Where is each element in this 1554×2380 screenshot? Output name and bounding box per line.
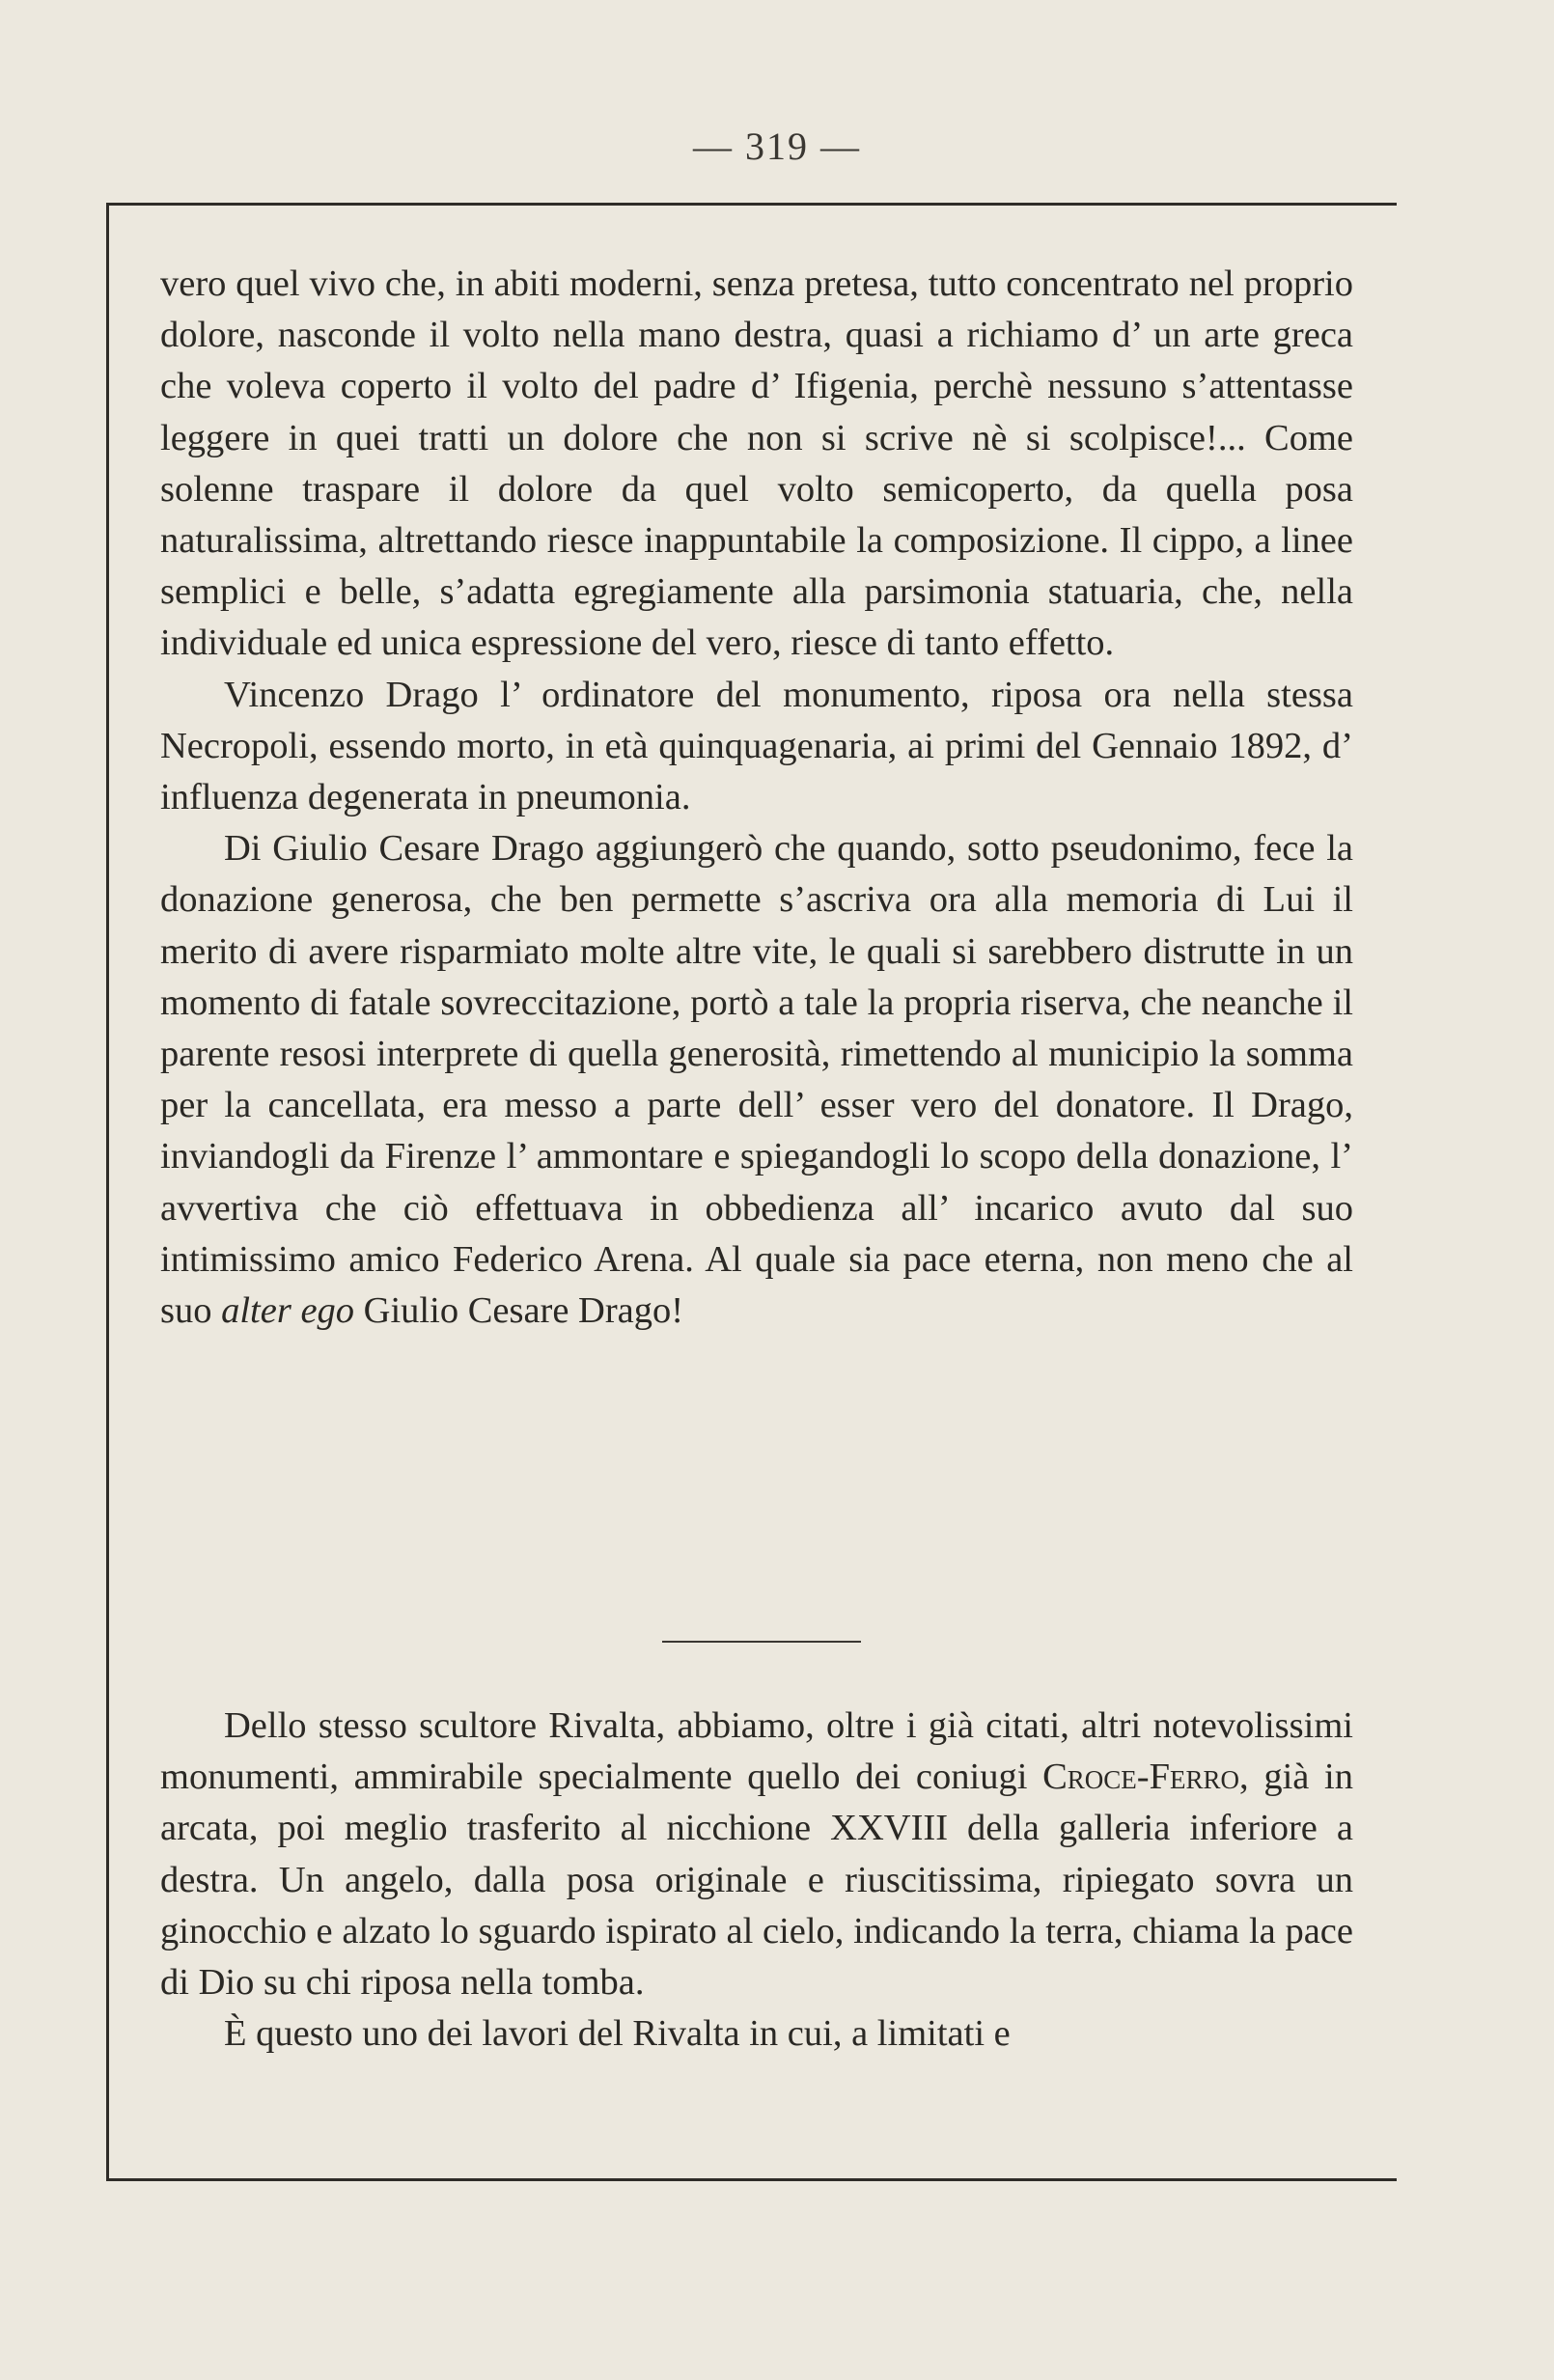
paragraph-4-end: , già in arcata, poi meglio trasferito al nicchione XXVIII della galleria inferiore a destra. Un angelo, dalla posa originale e riuscitissima, ripiegato sovra un ginocchio e alzato lo sguardo ispirato al cielo, indicando la terra, chiama la pace di Dio su chi riposa nella tomba. (160, 1757, 1354, 2004)
alter-ego-italic: alter ego (221, 1290, 355, 1332)
paragraph-3-text: Di Giulio Cesare Drago aggiungerò che quando, sotto pseudonimo, fece la donazione generosa, che ben permette s’ascriva ora alla memoria di Lui il merito di avere risparmiato molte altre vite, le quali si sarebbero distrutte in un momento di fatale sovreccitazione, portò a tale la propria riserva, che neanche il parente resosi interprete di quella generosità, rimettendo al municipio la somma per la cancellata, era messo a parte dell’ esser vero del donatore. Il Drago, inviandogli da Firenze l’ ammontare e spiegandogli lo scopo della donazione, l’ avvertiva che ciò effettuava in obbedienza all’ incarico avuto dal suo intimissimo amico Federico Arena. Al quale sia pace eterna, non meno che al suo (160, 828, 1353, 1332)
top-rule (108, 203, 1397, 206)
croce-ferro-name: Croce-Ferro (1042, 1757, 1240, 1798)
paragraph-1: vero quel vivo che, in abiti moderni, senza pretesa, tutto concentrato nel proprio dolore, nasconde il volto nella mano destra, quasi a richiamo d’ un arte greca che voleva coperto il volto del padre d’ Ifigenia, perchè nessuno s’attentasse leggere in quei tratti un dolore che non si scrive nè si scolpisce!... Come solenne traspare il dolore da quel volto semicoperto, da quella posa naturalissima, altrettando riesce inappuntabile la composizione. Il cippo, a linee semplici e belle, s’adatta egregiamente alla parsimonia statuaria, che, nella individuale ed unica espressione del vero, riesce di tanto effetto. (160, 263, 1353, 664)
page-number: — 319 — (693, 125, 861, 168)
left-frame-rule (106, 203, 109, 2181)
paragraph-5: È questo uno dei lavori del Rivalta in cui, a limitati e (224, 2013, 1011, 2055)
text-section-1 (160, 259, 1353, 1337)
text-section-2 (160, 1701, 1353, 2060)
paragraph-4 (160, 1701, 1353, 2008)
paragraph-3 (160, 823, 1353, 1337)
paragraph-2: Vincenzo Drago l’ ordinatore del monumento, riposa ora nella stessa Necropoli, essendo morto, in età quinquagenaria, ai primi del Gennaio 1892, d’ influenza degenerata in pneumonia. (160, 674, 1353, 818)
paragraph-4-text: Dello stesso scultore Rivalta, abbiamo, oltre i già citati, altri notevolissimi monumenti, ammirabile specialmente quello dei coniugi (160, 1705, 1353, 1798)
section-separator (662, 1641, 861, 1643)
paragraph-3-end: Giulio Cesare Drago! (363, 1290, 684, 1332)
bottom-rule (106, 2178, 1397, 2181)
